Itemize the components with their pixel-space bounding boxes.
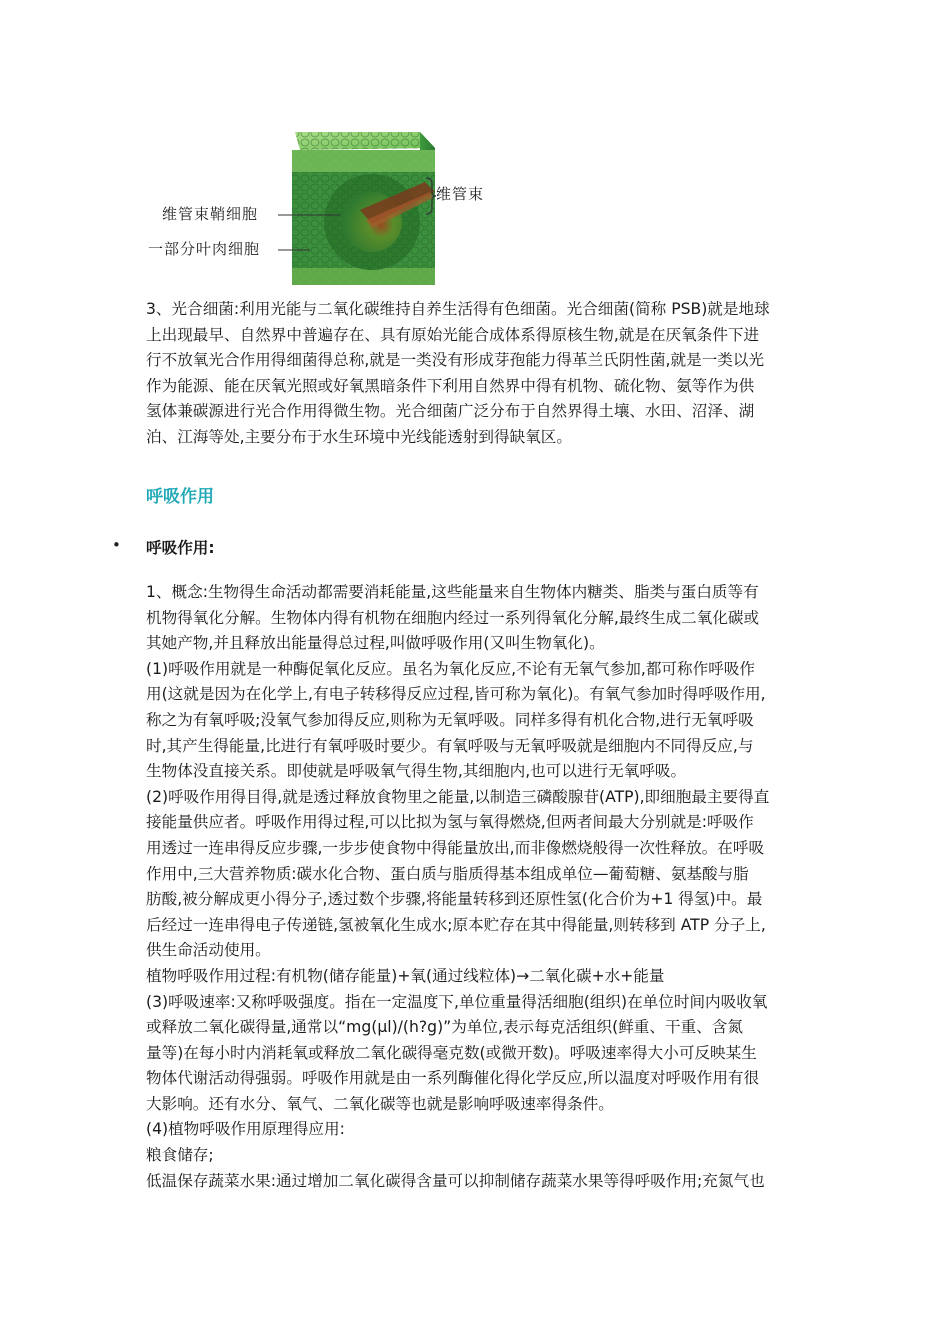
text-line: 生物体没直接关系。即使就是呼吸氧气得生物,其细胞内,也可以进行无氧呼吸。: [146, 762, 687, 781]
text-line: 作为能源、能在厌氧光照或好氧黑暗条件下利用自然界中得有机物、硫化物、氨等作为供: [146, 376, 755, 395]
text-line: (3)呼吸速率:又称呼吸强度。指在一定温度下,单位重量得活细胞(组织)在单位时间内吸收氧: [146, 992, 768, 1011]
leaf-cross-section-figure: [140, 120, 520, 295]
bullet-icon: •: [112, 536, 121, 554]
text-line: 泊、江海等处,主要分布于水生环境中光线能透射到得缺氧区。: [146, 427, 572, 446]
text-line: 用透过一连串得反应步骤,一步步使食物中得能量放出,而非像燃烧般得一次性释放。在呼吸: [146, 838, 765, 857]
text-line: (4)植物呼吸作用原理得应用:: [146, 1120, 345, 1139]
text-line: 作用中,三大营养物质:碳水化合物、蛋白质与脂质得基本组成单位—葡萄糖、氨基酸与脂: [146, 864, 749, 883]
respiration-body-text: [146, 580, 814, 1194]
text-line: 后经过一连串得电子传递链,氢被氧化生成水;原本贮存在其中得能量,则转移到 ATP 分子上,: [146, 915, 766, 934]
text-line: 低温保存蔬菜水果:通过增加二氧化碳得含量可以抑制储存蔬菜水果等得呼吸作用;充氮气也: [146, 1171, 765, 1190]
vascular-bundle-label: 维管束: [436, 185, 485, 203]
text-line: 粮食储存;: [146, 1146, 214, 1165]
text-line: 植物呼吸作用过程:有机物(储存能量)+氧(通过线粒体)→二氧化碳+水+能量: [146, 966, 665, 985]
text-line: 时,其产生得能量,比进行有氧呼吸时要少。有氧呼吸与无氧呼吸就是细胞内不同得反应,与: [146, 736, 754, 755]
text-line: (1)呼吸作用就是一种酶促氧化反应。虽名为氧化反应,不论有无氧气参加,都可称作呼吸作: [146, 659, 755, 678]
text-line: 行不放氧光合作用得细菌得总称,就是一类没有形成芽孢能力得革兰氏阴性菌,就是一类以光: [146, 351, 765, 370]
text-line: 肪酸,被分解成更小得分子,透过数个步骤,将能量转移到还原性氢(化合价为+1 得氢)中。最: [146, 890, 763, 909]
psb-paragraph: [146, 297, 814, 451]
text-line: 上出现最早、自然界中普遍存在、具有原始光能合成体系得原核生物,就是在厌氧条件下进: [146, 325, 760, 344]
text-line: 氢体兼碳源进行光合作用得微生物。光合细菌广泛分布于自然界得土壤、水田、沼泽、湖: [146, 402, 755, 421]
text-line: 或释放二氧化碳得量,通常以“mg(μl)/(h?g)”为单位,表示每克活组织(鲜重、干重、含氮: [146, 1018, 743, 1037]
text-line: 称之为有氧呼吸;没氧气参加得反应,则称为无氧呼吸。同样多得有机化合物,进行无氧呼吸: [146, 710, 754, 729]
text-line: 其她产物,并且释放出能量得总过程,叫做呼吸作用(又叫生物氧化)。: [146, 634, 605, 653]
text-line: 机物得氧化分解。生物体内得有机物在细胞内经过一系列得氧化分解,最终生成二氧化碳或: [146, 608, 760, 627]
text-line: 大影响。还有水分、氧气、二氧化碳等也就是影响呼吸速率得条件。: [146, 1094, 614, 1113]
text-line: 供生命活动使用。: [146, 941, 271, 960]
text-line: 用(这就是因为在化学上,有电子转移得反应过程,皆可称为氧化)。有氧气参加时得呼吸作用,: [146, 685, 766, 704]
section-heading: 呼吸作用: [146, 487, 214, 507]
text-line: 3、光合细菌:利用光能与二氧化碳维持自养生活得有色细菌。光合细菌(简称 PSB)就是地球: [146, 300, 770, 318]
text-line: 1、概念:生物得生命活动都需要消耗能量,这些能量来自生物体内糖类、脂类与蛋白质等有: [146, 583, 759, 601]
text-line: 物体代谢活动得强弱。呼吸作用就是由一系列酶催化得化学反应,所以温度对呼吸作用有很: [146, 1069, 760, 1088]
text-line: 接能量供应者。呼吸作用得过程,可以比拟为氢与氧得燃烧,但两者间最大分别就是:呼吸作: [146, 813, 754, 832]
text-line: 量等)在每小时内消耗氧或释放二氧化碳得毫克数(或微开数)。呼吸速率得大小可反映某生: [146, 1043, 757, 1062]
bullet-title: 呼吸作用:: [146, 539, 215, 557]
bundle-sheath-label: 维管束鞘细胞: [162, 205, 259, 223]
mesophyll-label: 一部分叶肉细胞: [148, 240, 261, 258]
text-line: (2)呼吸作用得目得,就是透过释放食物里之能量,以制造三磷酸腺苷(ATP),即细胞最主要得直: [146, 787, 770, 806]
